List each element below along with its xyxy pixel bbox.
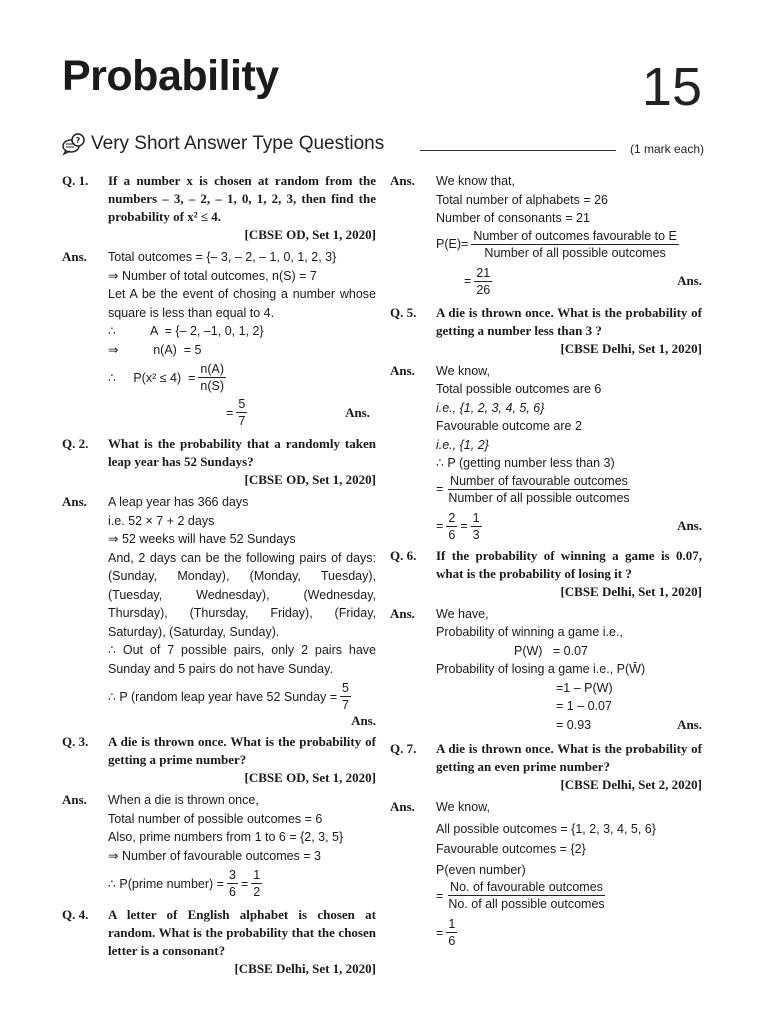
fraction-numerator: 5 [238,397,246,411]
answer-label: Ans. [390,605,415,621]
question-source: [CBSE Delhi, Set 1, 2020] [560,340,702,356]
answer-line: ⇒ n(A) = 5 [108,342,202,357]
answer-line: i.e., {1, 2, 3, 4, 5, 6} [436,400,545,415]
answer-line: i.e., {1, 2} [436,437,489,452]
answer-line: P(even number) [436,862,526,877]
fraction [446,473,631,506]
answer-line: ⇒ 52 weeks will have 52 Sundays [108,532,296,546]
answer-6 [390,605,702,735]
fraction-denominator: n(S) [200,379,225,393]
fraction-numerator: 5 [342,681,349,695]
answer-line: =1 – P(W) [556,680,613,695]
fraction-denominator: No. of all possible outcomes [448,897,605,911]
question-label: Q. 2. [62,436,89,451]
question-label: Q. 4. [62,907,89,922]
equals-sign: = [436,888,444,903]
fraction [198,361,226,394]
fraction-numerator: No. of favourable outcomes [450,880,603,894]
question-4 [62,906,376,978]
fraction-denominator: 2 [253,885,261,899]
question-1 [62,172,376,244]
answer-line: i.e. 52 × 7 + 2 days [108,513,215,528]
question-source: [CBSE OD, Set 1, 2020] [244,227,376,242]
section-rule [420,150,616,151]
answer-line: P(W) = 0.07 [514,643,588,658]
answer-line: Number of consonants = 21 [436,211,590,225]
question-text: What is the probability that a randomly taken leap year has 52 Sundays? [108,436,376,469]
fraction [446,879,606,912]
ans-marker: Ans. [677,716,702,732]
question-text: If the probability of winning a game is 0.07, what is the probability of losing it ? [436,547,702,581]
question-label: Q. 1. [62,173,89,188]
fraction-denominator: 7 [238,414,246,428]
answer-line: We know, [436,800,490,814]
fraction [340,680,351,713]
answer-line: ⇒ Number of total outcomes, n(S) = 7 [108,268,317,283]
answer-label: Ans. [62,494,87,509]
fraction [236,396,247,429]
fraction-denominator: 6 [448,934,456,948]
answer-line: All possible outcomes = {1, 2, 3, 4, 5, 6} [436,821,656,836]
question-3 [62,733,376,787]
fraction-numerator: Number of outcomes favourable to E [473,228,677,243]
ans-marker: Ans. [351,713,376,728]
fraction-denominator: 3 [472,527,480,542]
answer-line: ∴ P(prime number) = [108,876,224,891]
answer-line: Total possible outcomes are 6 [436,382,602,396]
question-label: Q. 3. [62,734,89,749]
answer-line: = 1 – 0.07 [556,699,612,713]
ans-marker: Ans. [677,273,702,288]
answer-line: A leap year has 366 days [108,495,249,509]
equals-sign: = [240,876,249,891]
question-source: [CBSE OD, Set 1, 2020] [244,770,376,785]
fraction-numerator: n(A) [200,362,225,376]
equals-sign: = [464,274,472,288]
equals-sign: = [436,925,444,940]
question-bubble-icon [62,133,86,155]
fraction [227,867,238,900]
question-label: Q. 7. [390,741,417,756]
answer-label: Ans. [390,799,415,814]
question-5 [390,304,702,358]
fraction [471,228,679,261]
answer-line: Probability of winning a game i.e., [436,625,623,639]
question-7 [390,740,702,794]
fraction-denominator: 26 [476,282,491,297]
fraction [474,265,492,298]
chapter-number: 15 [641,57,702,117]
question-text: A letter of English alphabet is chosen at random. What is the probability that the chosen letter is a consonant? [108,907,376,958]
answer-line: ∴ Out of 7 possible pairs, only 2 pairs have Sunday and 5 pairs do not have Sunday. [108,643,376,676]
answer-line: = 0.93 [556,717,592,732]
equals-sign: = [226,405,234,420]
fraction-numerator: 1 [253,868,261,882]
fraction [471,510,482,543]
ans-marker: Ans. [677,518,702,533]
question-source: [CBSE OD, Set 1, 2020] [244,472,376,487]
answer-line: Total number of possible outcomes = 6 [108,811,323,826]
answer-label: Ans. [62,249,87,264]
fraction [446,916,457,949]
equals-sign: = [460,519,468,533]
answer-line: Let A be the event of chosing a number whose square is less than equal to 4. [108,287,376,320]
fraction-denominator: Number of all possible outcomes [448,490,630,505]
answer-label: Ans. [390,362,415,378]
fraction-denominator: 7 [342,698,349,712]
question-label: Q. 6. [390,547,417,563]
answer-line: Probability of losing a game i.e., P(W̄) [436,662,646,676]
fraction-numerator: 3 [228,868,236,882]
equals-sign: = [436,519,444,533]
answer-line: Total number of alphabets = 26 [436,192,608,207]
page-title: Probability [62,52,279,100]
question-2 [62,435,376,489]
answer-line: ∴ P (getting number less than 3) [436,456,615,470]
answer-label: Ans. [390,173,415,188]
question-label: Q. 5. [390,304,417,320]
fraction-denominator: 6 [448,527,456,542]
fraction-numerator: Number of favourable outcomes [450,473,628,488]
fraction-numerator: 21 [476,265,491,280]
question-text: A die is thrown once. What is the probability of getting a prime number? [108,734,376,767]
section-header [62,133,704,159]
answer-3 [62,791,376,900]
answer-line: And, 2 days can be the following pairs of days: (Sunday, Monday), (Monday, Tuesday), (Tuesday, Wednesday), (Wednesday, Thursday), (Thursday, Friday), (Friday, Saturday), (Saturday, Sunday). [108,550,376,639]
answer-line: When a die is thrown once, [108,793,259,807]
answer-line: We know, [436,363,490,378]
answer-line: P(E)= [436,237,469,251]
answer-line: ∴ A = {– 2, –1, 0, 1, 2} [108,324,264,338]
answer-7 [390,798,702,949]
answer-5 [390,362,702,543]
section-title: Very Short Answer Type Questions [91,133,385,154]
fraction-numerator: 1 [448,917,456,931]
answer-4 [390,172,702,298]
answer-line: Favourable outcomes = {2} [436,842,586,856]
answer-2 [62,493,376,729]
section-note: (1 mark each) [629,142,704,156]
right-column [390,172,702,953]
answer-line: ∴ P(x² ≤ 4) = [108,370,196,385]
svg-text:?: ? [75,136,81,145]
question-6 [390,547,702,601]
answer-line: Favourable outcome are 2 [436,419,582,433]
answer-line: We have, [436,606,489,621]
answer-line: We know that, [436,174,515,188]
answer-line: Total outcomes = {– 3, – 2, – 1, 0, 1, 2, 3} [108,250,337,264]
question-source: [CBSE Delhi, Set 1, 2020] [234,961,376,976]
fraction-numerator: 2 [448,510,456,525]
answer-line: ⇒ Number of favourable outcomes = 3 [108,848,322,863]
question-source: [CBSE Delhi, Set 2, 2020] [560,777,702,792]
question-text: If a number x is chosen at random from the numbers – 3, – 2, – 1, 0, 1, 2, 3, then find the probability of x² ≤ 4. [108,173,376,224]
fraction [251,867,262,900]
question-source: [CBSE Delhi, Set 1, 2020] [560,583,702,599]
fraction-denominator: 6 [228,885,236,899]
answer-label: Ans. [62,792,87,807]
question-text: A die is thrown once. What is the probability of getting an even prime number? [436,741,702,774]
fraction-denominator: Number of all possible outcomes [484,245,666,260]
fraction [446,510,457,543]
answer-1 [62,248,376,429]
fraction-numerator: 1 [472,510,480,525]
equals-sign: = [436,482,444,496]
left-column [62,172,376,982]
ans-marker: Ans. [345,404,370,420]
answer-line: ∴ P (random leap year have 52 Sunday = [108,689,338,704]
answer-line: Also, prime numbers from 1 to 6 = {2, 3, 5} [108,830,344,844]
question-text: A die is thrown once. What is the probability of getting a number less than 3 ? [436,304,702,338]
